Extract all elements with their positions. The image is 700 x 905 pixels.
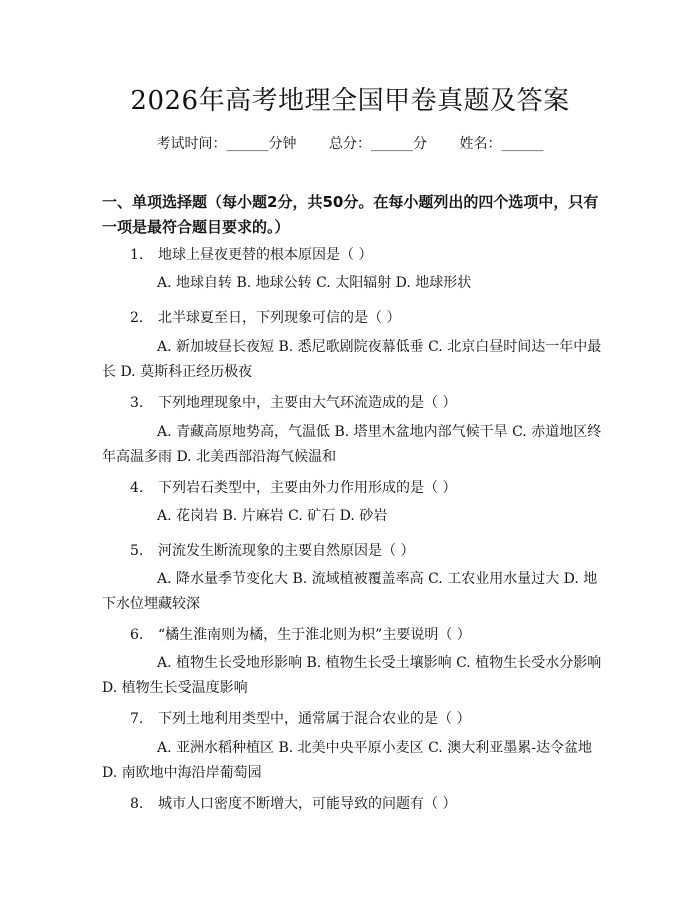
question-stem: “橘生淮南则为橘，生于淮北则为枳”主要说明（ ） xyxy=(158,627,471,643)
section-heading: 一、单项选择题（每小题2分，共50分。在每小题列出的四个选项中，只有一项是最符合题目要求的。） xyxy=(102,193,599,236)
question-2-options: A. 新加坡昼长夜短 B. 悉尼歌剧院夜幕低垂 C. 北京白昼时间达一年中最长 D. 莫斯科正经历极夜 xyxy=(102,339,602,380)
question-stem: 河流发生断流现象的主要自然原因是（ ） xyxy=(158,543,415,559)
question-number: 2. xyxy=(130,310,144,326)
question-8 xyxy=(130,793,610,813)
question-number: 6. xyxy=(130,627,144,643)
question-number: 5. xyxy=(130,543,144,559)
question-7 xyxy=(130,708,610,728)
question-number: 4. xyxy=(130,480,144,496)
question-5-options: A. 降水量季节变化大 B. 流域植被覆盖率高 C. 工农业用水量过大 D. 地下水位埋藏较深 xyxy=(102,571,598,612)
question-4-options: A. 花岗岩 B. 片麻岩 C. 矿石 D. 砂岩 xyxy=(157,508,388,524)
question-stem: 城市人口密度不断增大，可能导致的问题有（ ） xyxy=(158,796,457,812)
question-stem: 北半球夏至日，下列现象可信的是（ ） xyxy=(158,310,401,326)
exam-time-field: 考试时间：______分钟 xyxy=(156,136,297,152)
question-stem: 下列岩石类型中，主要由外力作用形成的是（ ） xyxy=(158,480,457,496)
question-number: 7. xyxy=(130,711,144,727)
question-number: 1. xyxy=(130,247,144,263)
question-stem: 地球上昼夜更替的根本原因是（ ） xyxy=(158,247,373,263)
question-6 xyxy=(130,624,610,644)
name-field: 姓名：______ xyxy=(459,136,544,152)
question-1-options: A. 地球自转 B. 地球公转 C. 太阳辐射 D. 地球形状 xyxy=(157,275,472,291)
question-stem: 下列地理现象中，主要由大气环流造成的是（ ） xyxy=(158,395,457,411)
question-7-options: A. 亚洲水稻种植区 B. 北美中央平原小麦区 C. 澳大利亚墨累-达令盆地 D. 南欧地中海沿岸葡萄园 xyxy=(102,740,592,781)
question-5 xyxy=(130,540,610,560)
question-2 xyxy=(130,307,610,327)
question-stem: 下列土地利用类型中，通常属于混合农业的是（ ） xyxy=(158,711,471,727)
exam-info-line xyxy=(0,133,700,153)
question-3-options: A. 青藏高原地势高，气温低 B. 塔里木盆地内部气候干旱 C. 赤道地区终年高温多雨 D. 北美西部沿海气候温和 xyxy=(102,424,602,465)
question-number: 3. xyxy=(130,395,144,411)
question-4 xyxy=(130,477,610,497)
question-number: 8. xyxy=(130,796,144,812)
total-score-field: 总分：______分 xyxy=(329,136,427,152)
page-title: 2026年高考地理全国甲卷真题及答案 xyxy=(130,86,570,116)
question-3 xyxy=(130,392,610,412)
question-1 xyxy=(130,244,610,264)
question-6-options: A. 植物生长受地形影响 B. 植物生长受土壤影响 C. 植物生长受水分影响 D. 植物生长受温度影响 xyxy=(102,655,602,696)
